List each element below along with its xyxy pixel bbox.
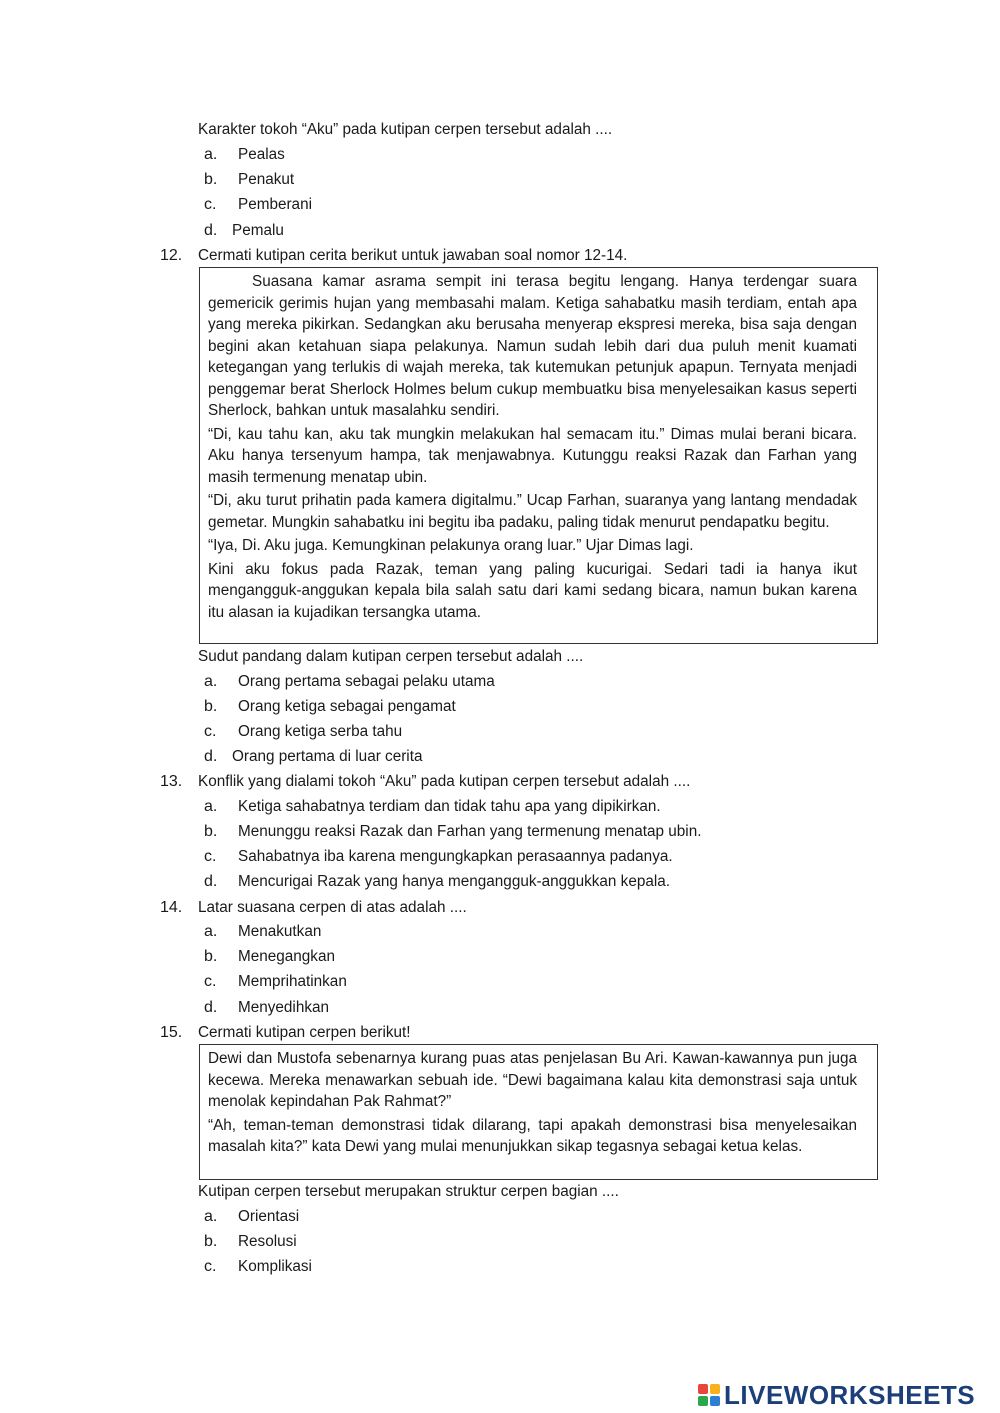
q12-option-b[interactable]: Orang ketiga sebagai pengamat: [238, 698, 456, 715]
q14-option-d[interactable]: Menyedihkan: [238, 999, 329, 1016]
q15-number: 15.: [160, 1024, 183, 1041]
q13-option-c[interactable]: Sahabatnya iba karena mengungkapkan perasaannya padanya.: [238, 848, 673, 865]
q11-option-d-letter: d.: [204, 222, 218, 239]
q12-stem: Sudut pandang dalam kutipan cerpen tersebut adalah ....: [198, 648, 584, 665]
q15-passage-box: [199, 1044, 878, 1180]
q12-passage-paragraph-5: Kini aku fokus pada Razak, teman yang paling kucurigai. Sedari tadi ia hanya ikut mengangguk-anggukan kepala bila salah satu dari kami sedang bicara, namun bukan karena itu alasan ia kujadikan tersangka utama.: [208, 560, 857, 621]
q11-option-a[interactable]: Pealas: [238, 146, 285, 163]
q11-option-c-letter: c.: [204, 196, 217, 213]
q11-option-a-letter: a.: [204, 146, 218, 163]
q11-option-c[interactable]: Pemberani: [238, 196, 312, 213]
q14-option-a[interactable]: Menakutkan: [238, 923, 322, 940]
q12-passage-paragraph-2: “Di, kau tahu kan, aku tak mungkin melakukan hal semacam itu.” Dimas mulai berani bicara. Aku hanya tersenyum hampa, tak menjawabnya. Kutunggu reaksi Razak dan Farhan yang masih termenung menatap ubin.: [208, 425, 857, 486]
q15-stem: Kutipan cerpen tersebut merupakan struktur cerpen bagian ....: [198, 1183, 619, 1200]
liveworksheets-logo: [698, 1380, 975, 1410]
logo-mark-square-1: [698, 1384, 708, 1394]
logo-mark-square-3: [698, 1396, 708, 1406]
q13-option-c-letter: c.: [204, 848, 217, 865]
liveworksheets-logo-icon: [698, 1384, 720, 1406]
q15-passage-paragraph-1: Dewi dan Mustofa sebenarnya kurang puas atas penjelasan Bu Ari. Kawan-kawannya pun juga kecewa. Mereka menawarkan sebuah ide. “Dewi bagaimana kalau kita demonstrasi saja untuk menolak kepindahan Pak Rahmat?”: [208, 1050, 857, 1110]
q11-option-d[interactable]: Pemalu: [232, 222, 284, 239]
q11-stem: Karakter tokoh “Aku” pada kutipan cerpen tersebut adalah ....: [198, 121, 613, 138]
q14-option-b-letter: b.: [204, 948, 218, 965]
q12-option-a[interactable]: Orang pertama sebagai pelaku utama: [238, 673, 495, 690]
q14-option-a-letter: a.: [204, 923, 218, 940]
q12-option-a-letter: a.: [204, 673, 218, 690]
q12-number: 12.: [160, 247, 183, 264]
q15-option-a-letter: a.: [204, 1208, 218, 1225]
q14-option-d-letter: d.: [204, 999, 218, 1016]
q13-option-b-letter: b.: [204, 823, 218, 840]
logo-mark-square-2: [710, 1384, 720, 1394]
q11-option-b[interactable]: Penakut: [238, 171, 295, 188]
q13-number: 13.: [160, 773, 183, 790]
q13-option-d[interactable]: Mencurigai Razak yang hanya mengangguk-anggukkan kepala.: [238, 873, 670, 890]
q12-passage-box: [199, 267, 878, 644]
q12-intro: Cermati kutipan cerita berikut untuk jawaban soal nomor 12-14.: [198, 247, 628, 264]
q14-stem: Latar suasana cerpen di atas adalah ....: [198, 899, 467, 916]
q14-option-b[interactable]: Menegangkan: [238, 948, 335, 965]
q12-passage-paragraph-1: Suasana kamar asrama sempit ini terasa begitu lengang. Hanya terdengar suara gemericik gerimis hujan yang membasahi malam. Ketiga sahabatku masih terdiam, entah apa yang mereka pikirkan. Sedangkan aku berusaha menyerap ekspresi mereka, bisa saja dengan begini akan ketahuan siapa pelakunya. Namun sudah lebih dari dua puluh menit kuamati ketegangan yang terlukis di wajah mereka, tak kutemukan petunjuk apapun. Ternyata menjadi penggemar berat Sherlock Holmes belum cukup membuatku bisa menyelesaikan kasus seperti Sherlock, bahkan untuk masalahku sendiri.: [208, 273, 857, 419]
q12-option-c-letter: c.: [204, 723, 217, 740]
q15-option-b[interactable]: Resolusi: [238, 1233, 297, 1250]
q13-option-a-letter: a.: [204, 798, 218, 815]
q15-option-a[interactable]: Orientasi: [238, 1208, 300, 1225]
q15-option-c-letter: c.: [204, 1258, 217, 1275]
q12-option-d-letter: d.: [204, 748, 218, 765]
q11-option-b-letter: b.: [204, 171, 218, 188]
q14-number: 14.: [160, 899, 183, 916]
q15-option-c[interactable]: Komplikasi: [238, 1258, 312, 1275]
q13-option-a[interactable]: Ketiga sahabatnya terdiam dan tidak tahu apa yang dipikirkan.: [238, 798, 661, 815]
q13-stem: Konflik yang dialami tokoh “Aku” pada kutipan cerpen tersebut adalah ....: [198, 773, 691, 790]
q13-option-b[interactable]: Menunggu reaksi Razak dan Farhan yang termenung menatap ubin.: [238, 823, 702, 840]
q14-option-c-letter: c.: [204, 973, 217, 990]
liveworksheets-logo-text: LIVEWORKSHEETS: [724, 1379, 976, 1410]
q15-intro: Cermati kutipan cerpen berikut!: [198, 1024, 411, 1041]
q12-passage-paragraph-4: “Iya, Di. Aku juga. Kemungkinan pelakunya orang luar.” Ujar Dimas lagi.: [208, 537, 694, 554]
q12-option-d[interactable]: Orang pertama di luar cerita: [232, 748, 423, 765]
q15-option-b-letter: b.: [204, 1233, 218, 1250]
q14-option-c[interactable]: Memprihatinkan: [238, 973, 347, 990]
q12-option-b-letter: b.: [204, 698, 218, 715]
q13-option-d-letter: d.: [204, 873, 218, 890]
q12-passage-paragraph-3: “Di, aku turut prihatin pada kamera digitalmu.” Ucap Farhan, suaranya yang lantang mendadak gemetar. Mungkin sahabatku ini begitu iba padaku, paling tidak menurut pendapatku begitu.: [208, 492, 857, 531]
logo-mark-square-4: [710, 1396, 720, 1406]
q12-option-c[interactable]: Orang ketiga serba tahu: [238, 723, 403, 740]
q15-passage-paragraph-2: “Ah, teman-teman demonstrasi tidak dilarang, tapi apakah demonstrasi bisa menyelesaikan masalah kita?” kata Dewi yang mulai menunjukkan sikap tegasnya sebagai ketua kelas.: [208, 1116, 857, 1155]
